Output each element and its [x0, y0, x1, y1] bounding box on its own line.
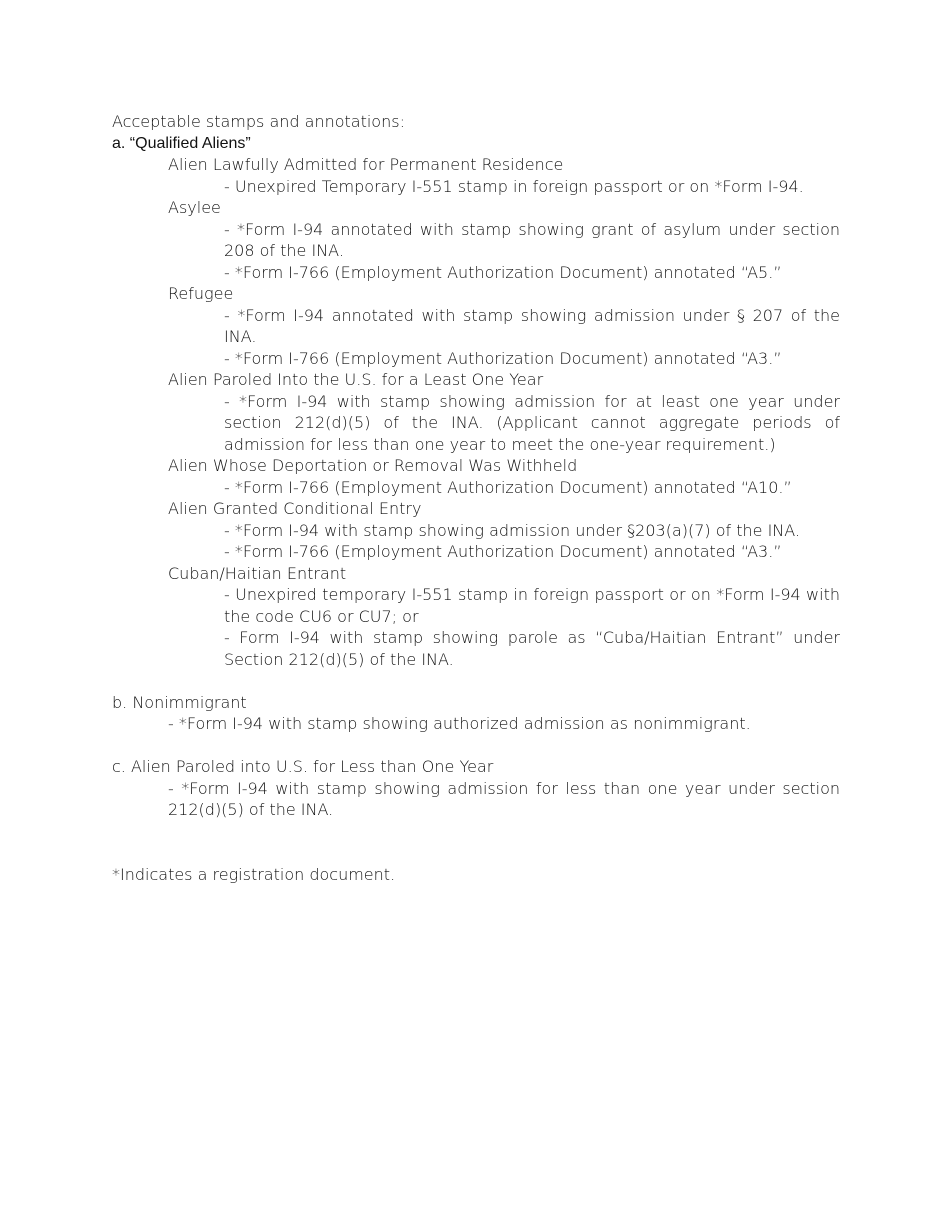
section-c-item: - *Form I-94 with stamp showing admission for less than one year under section 212(d)(5) of the INA.	[168, 778, 840, 819]
group-item: - *Form I-766 (Employment Authorization Document) annotated “A10.”	[224, 477, 792, 497]
page-heading: Acceptable stamps and annotations:	[112, 112, 405, 131]
group-item: - Unexpired Temporary I-551 stamp in foreign passport or on *Form I-94.	[224, 176, 804, 196]
group-item: - *Form I-766 (Employment Authorization Document) annotated “A5.”	[224, 262, 782, 282]
spacer	[112, 735, 840, 757]
group-label-asylee: Asylee	[168, 198, 221, 217]
group-item: - Unexpired temporary I-551 stamp in foreign passport or on *Form I-94 with the code CU6 or CU7; or	[224, 585, 840, 626]
group-label-cuban-haitian-entrant: Cuban/Haitian Entrant	[168, 563, 347, 583]
footnote: *Indicates a registration document.	[112, 864, 396, 884]
section-a-title: a. “Qualified Aliens”	[112, 134, 251, 152]
spacer	[112, 670, 840, 692]
group-item: - *Form I-94 with stamp showing admission under §203(a)(7) of the INA.	[224, 520, 801, 540]
group-item: - *Form I-766 (Employment Authorization Document) annotated “A3.”	[224, 348, 782, 368]
group-item: - *Form I-766 (Employment Authorization Document) annotated “A3.”	[224, 542, 782, 561]
group-item: - Form I-94 with stamp showing parole as “Cuba/Haitian Entrant” under Section 212(d)(5) of the INA.	[224, 628, 840, 669]
group-item: - *Form I-94 annotated with stamp showing grant of asylum under section 208 of the INA.	[224, 219, 840, 260]
document-page	[112, 111, 840, 885]
group-label-conditional-entry: Alien Granted Conditional Entry	[168, 499, 422, 518]
group-label-permanent-residence: Alien Lawfully Admitted for Permanent Residence	[168, 155, 564, 174]
group-label-paroled-one-year: Alien Paroled Into the U.S. for a Least One Year	[168, 370, 544, 389]
group-label-removal-withheld: Alien Whose Deportation or Removal Was Withheld	[168, 456, 578, 475]
spacer	[112, 821, 840, 864]
group-label-refugee: Refugee	[168, 284, 234, 303]
section-b-title: b. Nonimmigrant	[112, 692, 247, 712]
section-c-title: c. Alien Paroled into U.S. for Less than One Year	[112, 757, 494, 776]
section-b-item: - *Form I-94 with stamp showing authorized admission as nonimmigrant.	[168, 714, 751, 733]
group-item: - *Form I-94 annotated with stamp showing admission under § 207 of the INA.	[224, 305, 840, 346]
group-item: - *Form I-94 with stamp showing admission for at least one year under section 212(d)(5) of the INA. (Applicant cannot aggregate periods of admission for less than one year to meet the one-year requirement.)	[224, 391, 840, 454]
